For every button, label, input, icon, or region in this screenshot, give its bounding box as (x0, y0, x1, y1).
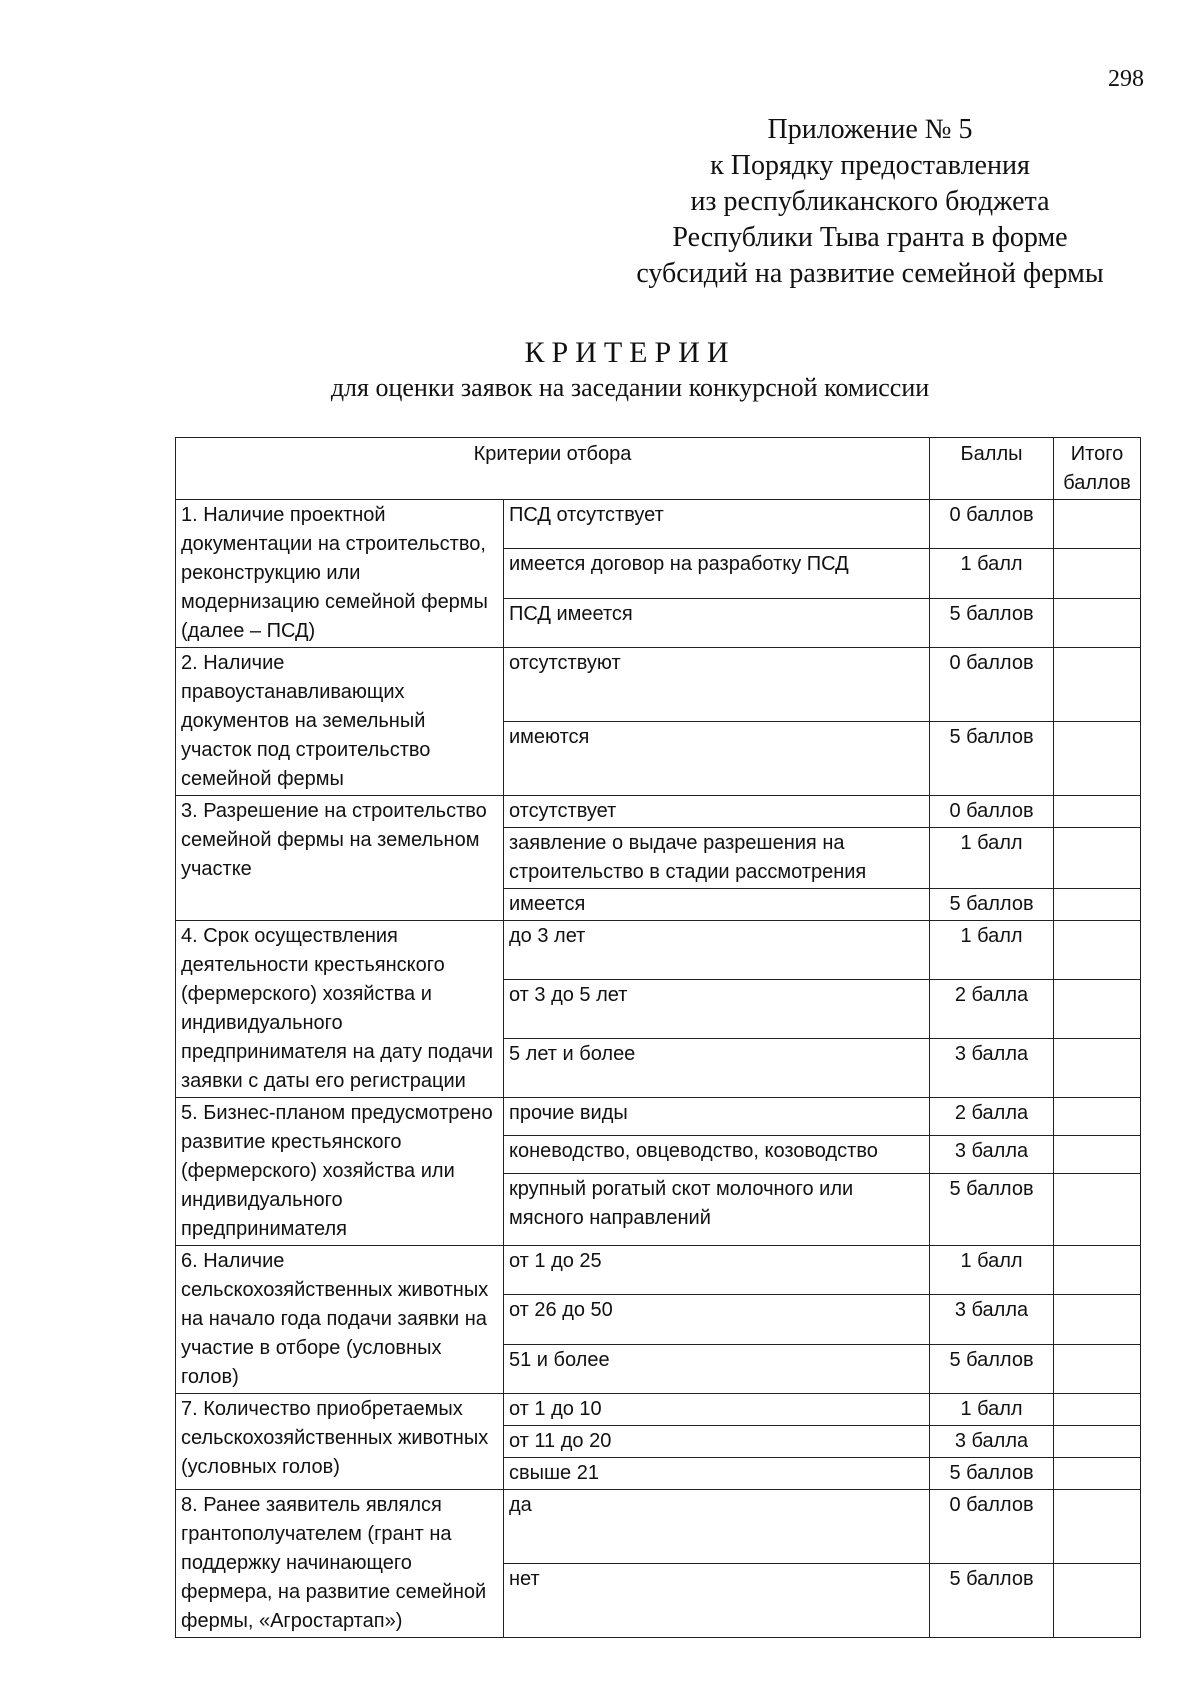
option-points: 5 баллов (930, 889, 1054, 921)
option-points: 5 баллов (930, 1173, 1054, 1245)
criterion-name: 6. Наличие сельскохозяйственных животных на начало года подачи заявки на участие в отборе (условных голов) (176, 1246, 504, 1394)
criteria-table (175, 437, 1141, 1638)
header-total: Итого баллов (1054, 438, 1141, 500)
option-points: 5 баллов (930, 722, 1054, 796)
total-points-cell (1054, 1098, 1141, 1136)
option-points: 2 балла (930, 980, 1054, 1039)
criterion-option: ПСД имеется (504, 598, 930, 647)
total-points-cell (1054, 1426, 1141, 1458)
appendix-header (600, 112, 1140, 292)
criterion-option: отсутствуют (504, 648, 930, 722)
total-points-cell (1054, 500, 1141, 549)
criterion-option: 5 лет и более (504, 1039, 930, 1098)
table-row (176, 921, 1141, 980)
document-title: КРИТЕРИИ (524, 336, 736, 369)
appendix-line: Приложение № 5 (767, 114, 973, 145)
option-points: 1 балл (930, 921, 1054, 980)
total-points-cell (1054, 1564, 1141, 1638)
table-header-row (176, 438, 1141, 500)
total-points-cell (1054, 828, 1141, 889)
total-points-cell (1054, 1039, 1141, 1098)
criterion-name: 8. Ранее заявитель являлся грантополучателем (грант на поддержку начинающего фермера, на развитие семейной фермы, «Агростартап») (176, 1490, 504, 1638)
option-points: 5 баллов (930, 598, 1054, 647)
criterion-option: до 3 лет (504, 921, 930, 980)
table-row (176, 1394, 1141, 1426)
total-points-cell (1054, 980, 1141, 1039)
option-points: 0 баллов (930, 796, 1054, 828)
appendix-line: субсидий на развитие семейной фермы (636, 258, 1104, 289)
option-points: 0 баллов (930, 1490, 1054, 1564)
total-points-cell (1054, 549, 1141, 598)
table-row (176, 796, 1141, 828)
option-points: 0 баллов (930, 500, 1054, 549)
total-points-cell (1054, 648, 1141, 722)
option-points: 5 баллов (930, 1344, 1054, 1393)
criterion-option: имеются (504, 722, 930, 796)
criterion-option: ПСД отсутствует (504, 500, 930, 549)
option-points: 3 балла (930, 1295, 1054, 1344)
criterion-option: от 3 до 5 лет (504, 980, 930, 1039)
total-points-cell (1054, 921, 1141, 980)
criterion-name: 5. Бизнес-планом предусмотрено развитие крестьянского (фермерского) хозяйства или индивидуального предпринимателя (176, 1098, 504, 1246)
table-row (176, 648, 1141, 722)
option-points: 3 балла (930, 1135, 1054, 1173)
appendix-line: Республики Тыва гранта в форме (672, 222, 1068, 253)
criterion-option: от 1 до 25 (504, 1246, 930, 1295)
criterion-name: 1. Наличие проектной документации на строительство, реконструкцию или модернизацию семейной фермы (далее – ПСД) (176, 500, 504, 648)
criteria-table-body (176, 500, 1141, 1638)
criterion-option: от 26 до 50 (504, 1295, 930, 1344)
table-row (176, 500, 1141, 549)
criterion-option: прочие виды (504, 1098, 930, 1136)
criterion-option: отсутствует (504, 796, 930, 828)
option-points: 1 балл (930, 549, 1054, 598)
header-points: Баллы (930, 438, 1054, 500)
header-criteria: Критерии отбора (176, 438, 930, 500)
option-points: 2 балла (930, 1098, 1054, 1136)
document-subtitle: для оценки заявок на заседании конкурсной комиссии (330, 373, 930, 402)
total-points-cell (1054, 1135, 1141, 1173)
criterion-name: 4. Срок осуществления деятельности крестьянского (фермерского) хозяйства и индивидуального предпринимателя на дату подачи заявки с даты его регистрации (176, 921, 504, 1098)
total-points-cell (1054, 1295, 1141, 1344)
criterion-name: 7. Количество приобретаемых сельскохозяйственных животных (условных голов) (176, 1394, 504, 1490)
criterion-option: нет (504, 1564, 930, 1638)
criterion-option: крупный рогатый скот молочного или мясного направлений (504, 1173, 930, 1245)
criterion-option: имеется договор на разработку ПСД (504, 549, 930, 598)
option-points: 5 баллов (930, 1564, 1054, 1638)
total-points-cell (1054, 1394, 1141, 1426)
criterion-option: 51 и более (504, 1344, 930, 1393)
option-points: 1 балл (930, 1246, 1054, 1295)
table-row (176, 1098, 1141, 1136)
criterion-option: от 1 до 10 (504, 1394, 930, 1426)
option-points: 3 балла (930, 1039, 1054, 1098)
option-points: 0 баллов (930, 648, 1054, 722)
total-points-cell (1054, 1458, 1141, 1490)
option-points: 5 баллов (930, 1458, 1054, 1490)
total-points-cell (1054, 889, 1141, 921)
criterion-option: имеется (504, 889, 930, 921)
criterion-option: от 11 до 20 (504, 1426, 930, 1458)
criterion-option: свыше 21 (504, 1458, 930, 1490)
total-points-cell (1054, 1344, 1141, 1393)
table-row (176, 1246, 1141, 1295)
criterion-option: заявление о выдаче разрешения на строительство в стадии рассмотрения (504, 828, 930, 889)
total-points-cell (1054, 722, 1141, 796)
criterion-name: 3. Разрешение на строительство семейной фермы на земельном участке (176, 796, 504, 921)
total-points-cell (1054, 1490, 1141, 1564)
total-points-cell (1054, 598, 1141, 647)
appendix-line: из республиканского бюджета (690, 186, 1050, 217)
total-points-cell (1054, 1246, 1141, 1295)
option-points: 1 балл (930, 1394, 1054, 1426)
criterion-option: да (504, 1490, 930, 1564)
table-row (176, 1490, 1141, 1564)
criterion-name: 2. Наличие правоустанавливающих документов на земельный участок под строительство семейной фермы (176, 648, 504, 796)
appendix-line: к Порядку предоставления (710, 150, 1030, 181)
total-points-cell (1054, 796, 1141, 828)
criterion-option: коневодство, овцеводство, козоводство (504, 1135, 930, 1173)
option-points: 3 балла (930, 1426, 1054, 1458)
option-points: 1 балл (930, 828, 1054, 889)
total-points-cell (1054, 1173, 1141, 1245)
page-number: 298 (1108, 66, 1144, 92)
